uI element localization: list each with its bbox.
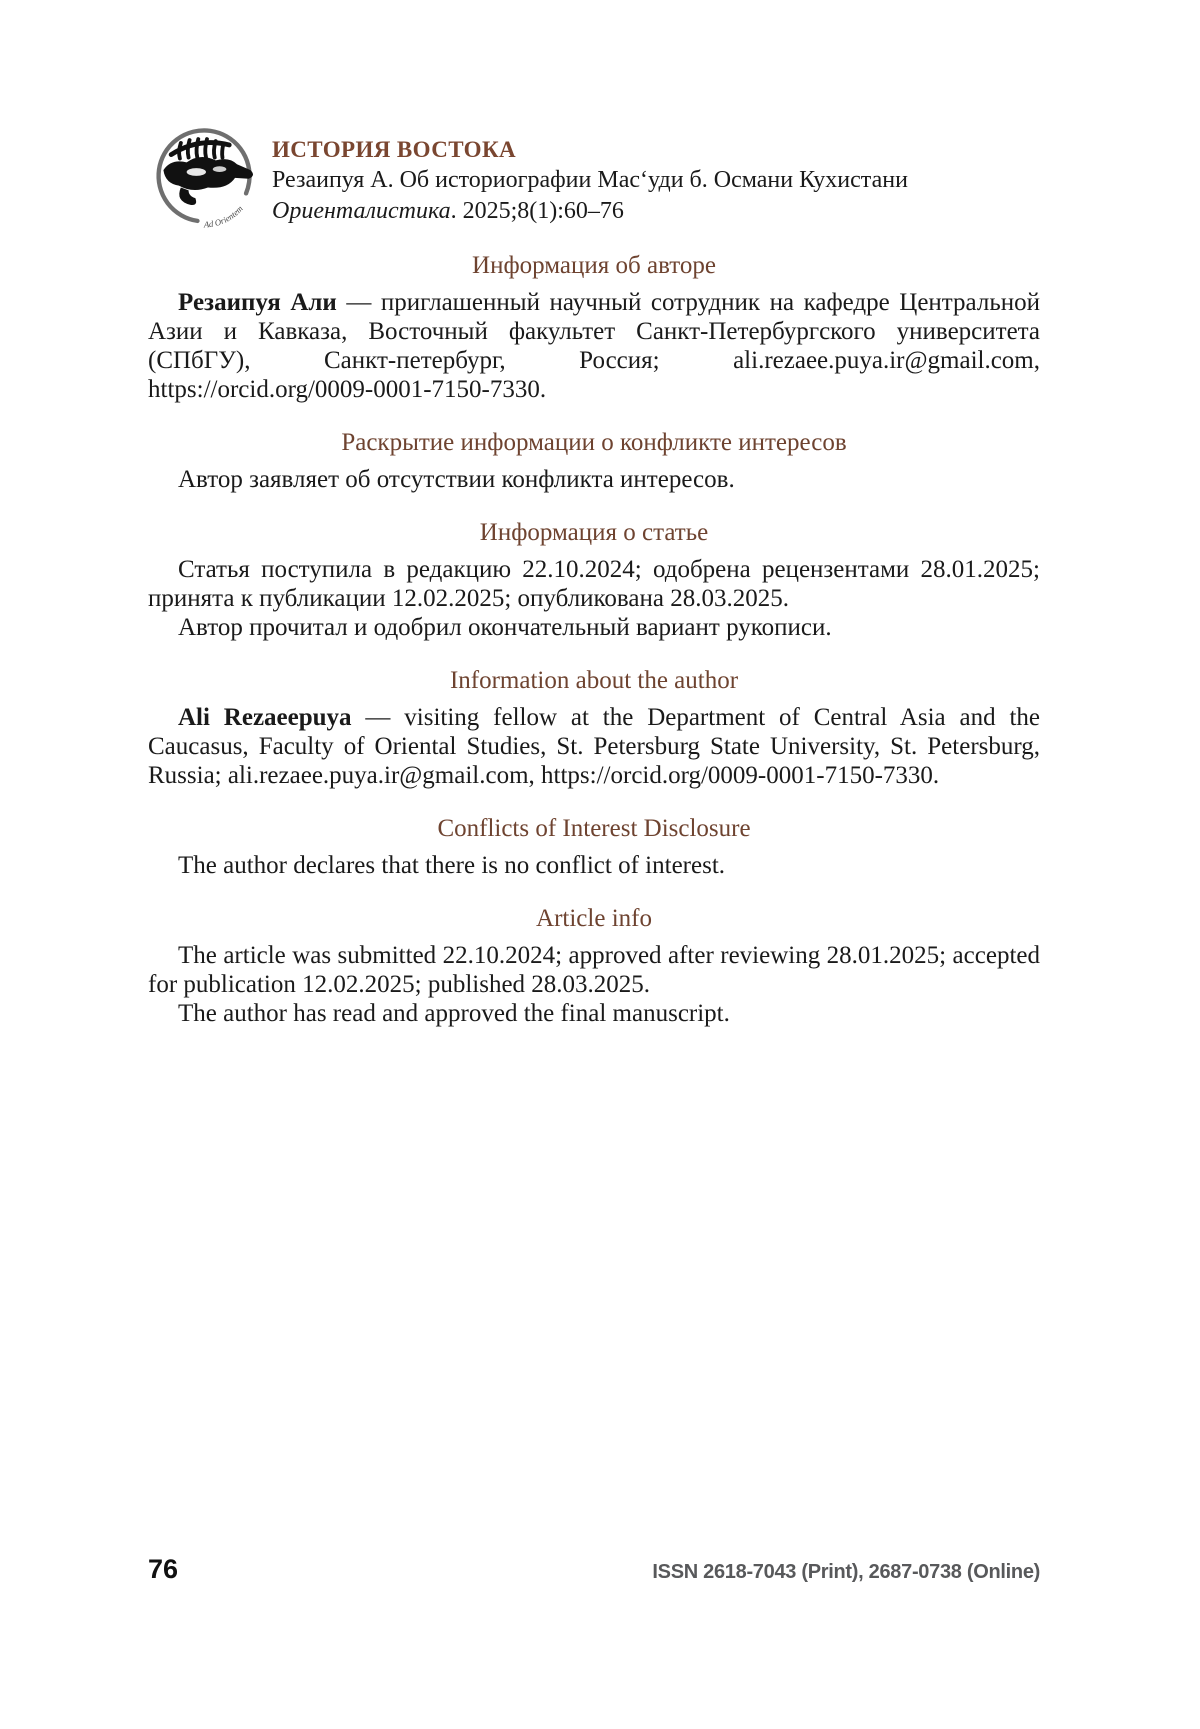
logo-motto-text: Ad Orientem bbox=[203, 203, 245, 230]
section-heading-en-article: Article info bbox=[536, 905, 652, 932]
section-en-author-info bbox=[148, 666, 1040, 790]
section-heading-ru-conflict: Раскрытие информации о конфликте интересов bbox=[341, 429, 847, 456]
section-heading-en-author: Information about the author bbox=[449, 667, 739, 694]
section-heading-en-conflict: Conflicts of Interest Disclosure bbox=[437, 815, 751, 842]
paragraph-ru-author bbox=[148, 288, 1040, 404]
paragraph-ru-article-dates: Статья поступила в редакцию 22.10.2024; одобрена рецензентами 28.01.2025; принята к публикации 12.02.2025; опубликована 28.03.2025. bbox=[148, 556, 1040, 612]
page-content bbox=[148, 0, 1040, 1028]
paragraph-en-article-approval: The author has read and approved the final manuscript. bbox=[178, 1000, 730, 1027]
author-name-ru: Резаипуя Али bbox=[178, 289, 337, 316]
ad-orientem-emblem-icon bbox=[146, 108, 266, 238]
journal-logo bbox=[146, 108, 266, 238]
author-name-en: Ali Rezaeepuya bbox=[178, 704, 352, 731]
paragraph-ru-article-approval: Автор прочитал и одобрил окончательный вариант рукописи. bbox=[178, 614, 832, 641]
section-ru-author-info bbox=[148, 251, 1040, 404]
issn-line: ISSN 2618-7043 (Print), 2687-0738 (Online) bbox=[652, 1561, 1040, 1583]
page-footer bbox=[148, 1554, 1040, 1585]
paragraph-en-article-dates: The article was submitted 22.10.2024; approved after reviewing 28.01.2025; accepted for publication 12.02.2025; published 28.03.2025. bbox=[148, 942, 1040, 998]
author-bio-ru: — приглашенный научный сотрудник на кафедре Центральной Азии и Кавказа, Восточный факультет Санкт-Петербургского университета (СПбГУ), Санкт-петербург, Россия; ali.rezaee.puya.ir@gmail.com, https://orcid.org/0009-0001-7150-7330. bbox=[148, 289, 1040, 403]
section-heading-ru-article: Информация о статье bbox=[479, 519, 709, 546]
section-en-conflict bbox=[148, 814, 1040, 880]
journal-reference bbox=[272, 196, 908, 227]
paragraph-ru-conflict: Автор заявляет об отсутствии конфликта интересов. bbox=[178, 466, 735, 493]
section-ru-article-info bbox=[148, 518, 1040, 642]
paragraph-en-conflict: The author declares that there is no conflict of interest. bbox=[178, 852, 726, 879]
page-header bbox=[148, 108, 1040, 238]
author-bio-en: — visiting fellow at the Department of Central Asia and the Caucasus, Faculty of Oriental Studies, St. Petersburg State University, St. Petersburg, Russia; ali.rezaee.puya.ir@gmail.com, https://orcid.org/0009-0001-7150-7330. bbox=[148, 704, 1040, 789]
journal-name: Ориенталистика bbox=[272, 198, 451, 224]
header-text-block bbox=[272, 108, 908, 227]
section-en-article-info bbox=[148, 904, 1040, 1028]
article-citation: Резаипуя А. Об историографии Масʻуди б. Османи Кухистани bbox=[272, 167, 908, 193]
section-ru-conflict bbox=[148, 428, 1040, 494]
journal-issue: . 2025;8(1):60–76 bbox=[450, 198, 624, 224]
section-heading-ru-author: Информация об авторе bbox=[472, 252, 716, 279]
paragraph-en-author bbox=[148, 703, 1040, 790]
page-number: 76 bbox=[148, 1554, 179, 1584]
journal-section-label: ИСТОРИЯ ВОСТОКА bbox=[272, 137, 517, 162]
